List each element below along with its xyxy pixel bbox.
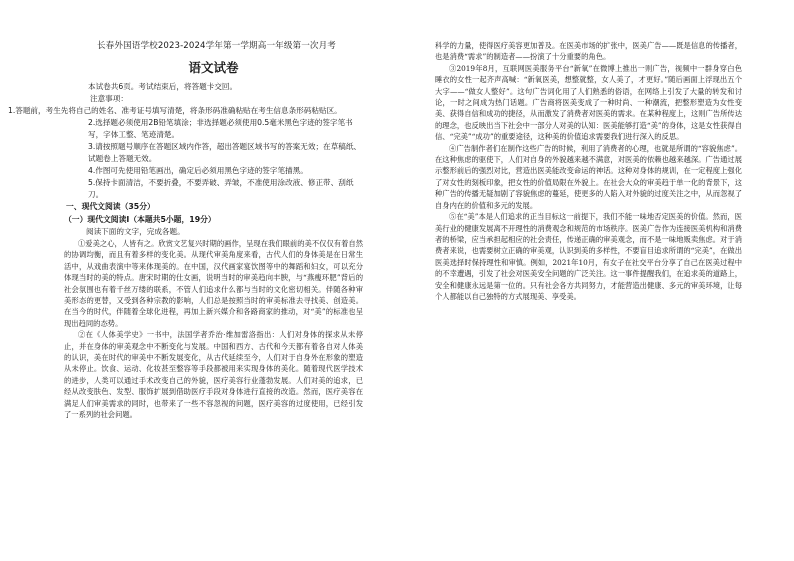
passage-paragraph: ①爱美之心，人皆有之。欣赏文艺复兴时期的画作，呈现在我们眼前的美不仅仅有着自然的协调均衡，而且有着多样的变化美。从现代审美角度来看，古代人们的身体美是在日常生活中，从戏曲表演中等来体现美的。在中国，汉代画家宴饮图等中的舞蹈和妇女，可以充分体现当时的美的特点。唐宋时期的仕女画，说明当时的审美趋向丰腴，与“燕瘦环肥”背后的社会氛围也有着千丝万缕的联系，不管人们追求什么都与当时的文化密切相关。伴随各种审美形态的更替，又受到各种宗教的影响，人们总是按照当时的审美标准去寻找美、创造美。在当今的时代，伴随着全球化进程，再加上新兴媒介和各路商家的推动，对“美”的标准也呈现出趋同的态势。 — [64, 239, 363, 328]
passage-paragraph: ③2019年8月，互联网医美服务平台“新氧”在微博上推出一则广告，视频中一群身穿白色睡衣的女性一起齐声高喊：“新氧医美，想整就整，女人美了，才更好。”随后画面上浮现出五个大字——“做女人整好”。这句广告词化用了人们熟悉的俗语，在网络上引发了大量的转发和讨论，一时之间成为热门话题。广告商将医美变成了一种时尚、一种潮流，把整形塑造为女性变美、获得自信和成功的捷径，从而激发了消费者对医美的需求。在某种程度上，这则广告所传达的理念，也反映出当下社会中一部分人对美的认知：医美能够打造“美”的身体，这是女性获得自信、“完美”“成功”的重要途径，这种美的价值追求需要我们进行深入的反思。 — [435, 63, 742, 142]
instruction-item: 4.作图可先使用铅笔画出，确定后必须用黑色字迹的签字笔描黑。 — [88, 166, 308, 175]
pages-info: 本试卷共6页。考试结束后，将答题卡交回。 — [88, 82, 238, 91]
passage-paragraph: ④广告制作者们在制作这些广告的时候，利用了消费者的心理，也就是所谓的“容貌焦虑”。在这种焦虑的驱使下，人们对自身的外貌越来越不满意，对医美的依赖也越来越深。广告通过展示整形前后的强烈对比，营造出医美能改变命运的神话。这种对身体的规训，在一定程度上强化了对女性的刻板印象，把女性的价值局限在外貌上。在社会大众的审美趋于单一化的背景下，这种广告的传播无疑加剧了容貌焦虑的蔓延，使更多的人陷入对外貌的过度关注之中，从而忽视了自身内在的价值和多元的发展。 — [435, 143, 742, 210]
exam-title: 语文试卷 — [188, 60, 239, 75]
passage-paragraph: ②在《人体美学史》一书中，法国学者乔治·维加雷洛指出：人们对身体的探求从未停止，并在身体的审美观念中不断变化与发展。中国和西方、古代和今天都有着各自对人体美的认识，美在时代的审美中不断发展变化，从古代延续至今，人们对于自身外在形象的塑造从未停止。饮食、运动、化妆甚至整容等手段都被用来实现身体的美化。随着现代医学技术的进步，人类可以通过手术改变自己的外貌，医疗美容行业蓬勃发展。人们对美的追求，已经从改变肤色、发型、服饰扩展到借助医疗手段对身体进行直接的改造。然而，医疗美容在满足人们审美需求的同时，也带来了一些不容忽视的问题，医疗美容的过度使用，已经引发了一系列的社会问题。 — [64, 330, 363, 420]
reading-instruction: 阅读下面的文字，完成各题。 — [86, 227, 185, 236]
exam-header: 长春外国语学校2023-2024学年第一学期高一年级第一次月考 — [96, 41, 336, 51]
notice-title: 注意事项： — [90, 94, 128, 103]
instruction-item: 3.请按照题号顺序在答题区域内作答，超出答题区域书写的答案无效；在草稿纸、试题卷上答题无效。 — [88, 142, 362, 163]
section-heading: 一、现代文阅读（35分） — [66, 202, 155, 211]
subsection-heading: （一）现代文阅读Ⅰ（本题共5小题，19分） — [64, 214, 216, 224]
instruction-item: 1.答题前，考生先将自己的姓名、准考证号填写清楚，将条形码准确粘贴在考生信息条形码粘贴区。 — [8, 106, 342, 115]
instruction-item: 5.保持卡面清洁，不要折叠，不要弄破、弄皱，不准使用涂改液、修正带、刮纸刀。 — [88, 178, 354, 199]
right-column — [397, 0, 794, 561]
passage-paragraph: 科学的力量，使得医疗美容更加普及。在医美市场的扩张中，医美广告——既是信息的传播者，也是消费“需求”的制造者——扮演了十分重要的角色。 — [435, 41, 742, 62]
passage-paragraph: ⑤在“美”本是人们追求的正当目标这一前提下，我们不能一味地否定医美的价值。然而，医美行业的健康发展离不开理性的消费观念和规范的市场秩序。医美广告作为连接医美机构和消费者的桥梁，应当承担起相应的社会责任，传递正确的审美观念，而不是一味地贩卖焦虑。对于消费者来说，也需要树立正确的审美观，认识到美的多样性，不要盲目追求所谓的“完美”，在做出医美选择时保持理性和审慎。例如，2021年10月，有女子在社交平台分享了自己在医美过程中的不幸遭遇，引发了社会对医美安全问题的广泛关注。这一事件提醒我们，在追求美的道路上，安全和健康永远是第一位的。只有社会各方共同努力，才能营造出健康、多元的审美环境，让每个人都能以自己独特的方式展现美、享受美。 — [435, 212, 742, 301]
instruction-item: 2.选择题必须使用2B铅笔填涂；非选择题必须使用0.5毫米黑色字迹的签字笔书写，字体工整、笔迹清楚。 — [88, 118, 353, 139]
